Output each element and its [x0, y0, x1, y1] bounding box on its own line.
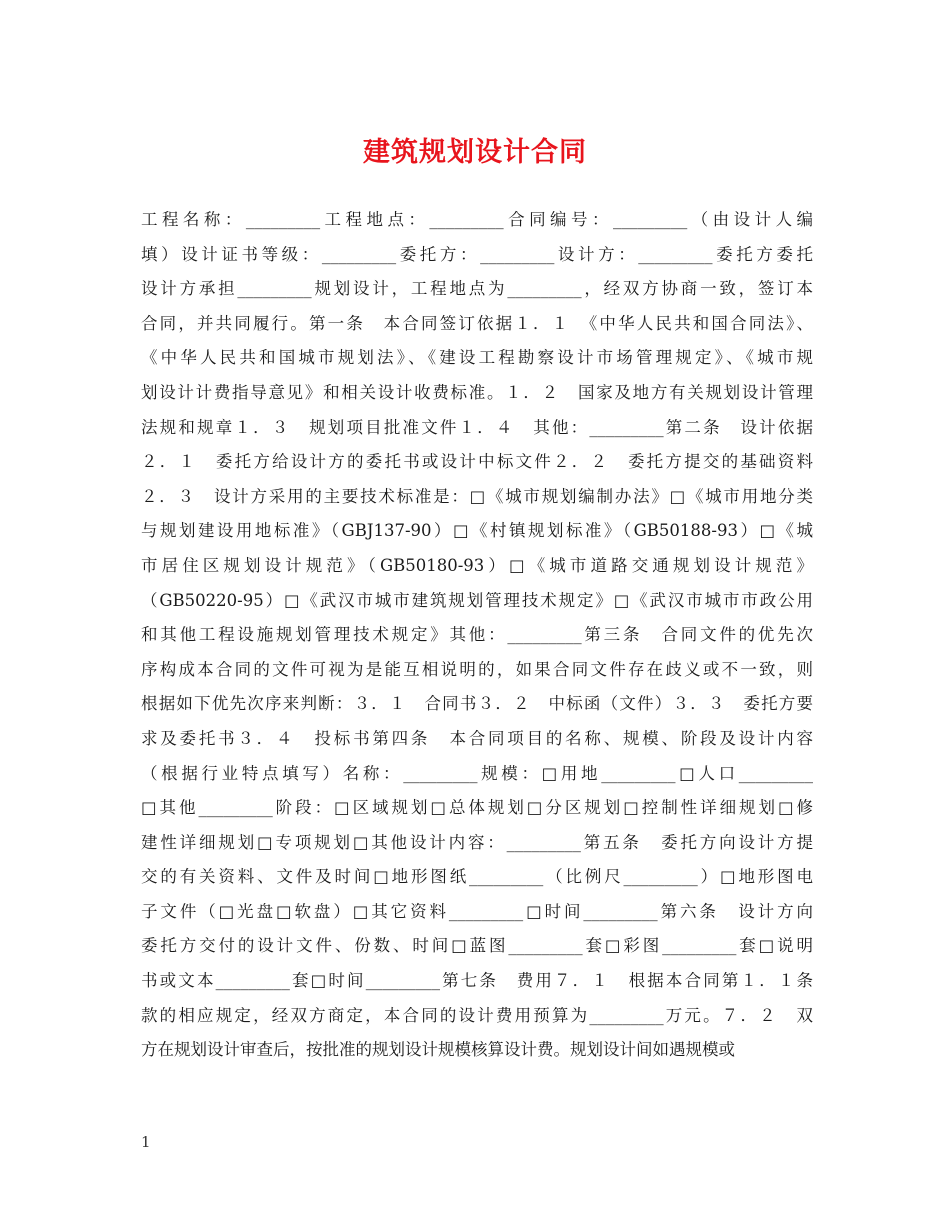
body-line: □其他_________阶段：□区域规划□总体规划□分区规划□控制性详细规划□修: [141, 798, 813, 818]
body-line: 市居住区规划设计规范》（GB50180-93）□《城市道路交通规划设计规范》: [141, 555, 813, 575]
body-line: （根据行业特点填写）名称：_________规模：□用地_________□人口_________: [141, 763, 813, 783]
body-line: 工程名称：_________工程地点：_________合同编号：_________（由设计人编: [141, 210, 813, 229]
body-line: （GB50220-95）□《武汉市城市建筑规划管理技术规定》□《武汉市城市市政公用: [141, 590, 813, 610]
body-line: 委托方交付的设计文件、份数、时间□蓝图_________套□彩图_________套□说明: [141, 936, 813, 956]
body-line: 与规划建设用地标准》（GBJ137-90）□《村镇规划标准》（GB50188-93）□《城: [141, 521, 813, 541]
body-line: 和其他工程设施规划管理技术规定》其他：_________第三条 合同文件的优先次: [141, 625, 813, 645]
body-line: 书或文本_________套□时间_________第七条 费用７．１ 根据本合同第１．１条: [141, 971, 813, 991]
body-line: 求及委托书３．４ 投标书第四条 本合同项目的名称、规模、阶段及设计内容: [141, 728, 813, 748]
page-number: 1: [141, 1133, 151, 1151]
body-line: 设计方承担_________规划设计，工程地点为_________，经双方协商一致，签订本: [141, 279, 813, 299]
body-line: ２．３ 设计方采用的主要技术标准是：□《城市规划编制办法》□《城市用地分类: [141, 486, 813, 506]
contract-body: [141, 203, 813, 1068]
body-line: 根据如下优先次序来判断：３．１ 合同书３．２ 中标函（文件）３．３ 委托方要: [141, 694, 813, 714]
body-line: 法规和规章１．３ 规划项目批准文件１．４ 其他：_________第二条 设计依据: [141, 417, 813, 437]
body-line: 合同，并共同履行。第一条 本合同签订依据１．１ 《中华人民共和国合同法》、: [141, 313, 813, 333]
body-line: ２．１ 委托方给设计方的委托书或设计中标文件２．２ 委托方提交的基础资料: [141, 452, 813, 472]
body-line: 方在规划设计审查后，按批准的规划设计规模核算设计费。规划设计间如遇规模或: [141, 1040, 735, 1060]
body-line: 建性详细规划□专项规划□其他设计内容：_________第五条 委托方向设计方提: [141, 832, 813, 852]
body-line: 序构成本合同的文件可视为是能互相说明的，如果合同文件存在歧义或不一致，则: [141, 659, 813, 679]
document-title: 建筑规划设计合同: [363, 137, 587, 168]
body-line: 款的相应规定，经双方商定，本合同的设计费用预算为_________万元。７．２ 双: [141, 1005, 813, 1025]
body-line: 填）设计证书等级：_________委托方：_________设计方：_________委托方委托: [141, 244, 813, 264]
body-line: 《中华人民共和国城市规划法》、《建设工程勘察设计市场管理规定》、《城市规: [141, 348, 813, 368]
body-line: 子文件（□光盘□软盘）□其它资料_________□时间_________第六条 设计方向: [141, 901, 813, 921]
body-line: 交的有关资料、文件及时间□地形图纸_________（比例尺_________）□地形图电: [141, 867, 813, 887]
body-line: 划设计计费指导意见》和相关设计收费标准。１．２ 国家及地方有关规划设计管理: [141, 382, 813, 402]
